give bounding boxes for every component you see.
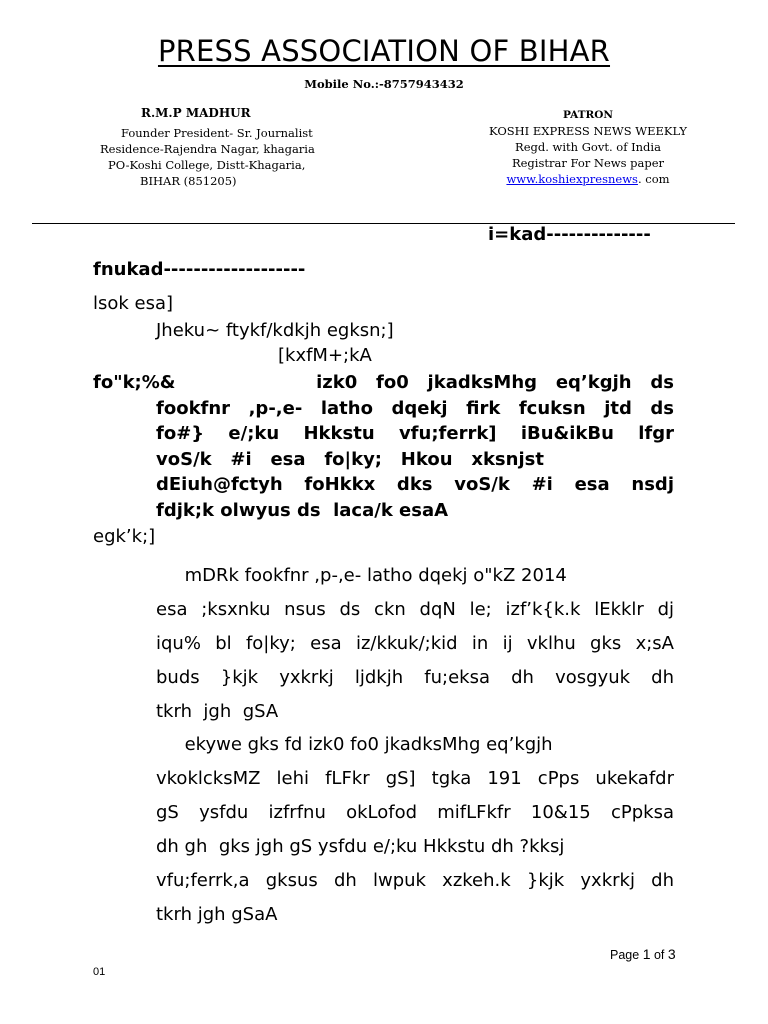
page-prefix: Page [610, 948, 640, 962]
subject-line: dEiuh@fctyh foHkkx dks voS/k #i esa nsdj [156, 474, 674, 496]
founder-state: BIHAR (851205) [140, 174, 237, 188]
addressee-place: [kxfM+;kA [278, 345, 372, 366]
patron-publication: KOSHI EXPRESS NEWS WEEKLY [489, 124, 687, 138]
patron-website [486, 171, 690, 187]
founder-post-office: PO-Koshi College, Distt-Khagaria, [108, 158, 306, 172]
founder-title: Founder President- Sr. Journalist [121, 126, 313, 140]
subject-line: fookfnr ,p-,e- latho dqekj firk fcuksn jtd ds [156, 397, 674, 419]
reference-number: i=kad-------------- [488, 224, 651, 245]
founder-name: R.M.P MADHUR [141, 106, 251, 120]
addressee: Jheku~ ftykf/kdkjh egksn;] [156, 320, 394, 341]
founder-block [96, 105, 316, 189]
paragraph-line: mDRk fookfnr ,p-,e- latho dqekj o"kZ 2014 [156, 565, 567, 586]
paragraph-line: tkrh jgh gSaA [156, 904, 278, 925]
greeting: egk’k;] [93, 526, 156, 547]
patron-block [486, 107, 690, 187]
subject-line: fdjk;k olwyus ds laca/k esaA [156, 500, 449, 521]
paragraph-line: esa ;ksxnku nsus ds ckn dqN le; izf’k{k.k lEkklr dj [156, 599, 674, 620]
paragraph-line: vfu;ferrk,a gksus dh lwpuk xzkeh.k }kjk yxkrkj dh [156, 870, 674, 891]
page-of: of [653, 948, 665, 962]
page-current: 1 [642, 946, 651, 962]
page-total: 3 [667, 946, 676, 962]
paragraph-line: vkoklcksMZ lehi fLFkr gS] tgka 191 cPps ukekafdr [156, 768, 674, 789]
subject-line: izk0 fo0 jkadksMhg eq’kgjh ds [316, 372, 674, 393]
website-link[interactable]: www.koshiexpresnews [506, 172, 638, 186]
website-suffix: . com [637, 172, 670, 186]
paragraph-line: buds }kjk yxkrkj ljdkjh fu;eksa dh vosgyuk dh [156, 667, 674, 688]
page-title: PRESS ASSOCIATION OF BIHAR [157, 34, 611, 68]
patron-registration: Regd. with Govt. of India [515, 140, 661, 154]
paragraph-line: tkrh jgh gSA [156, 701, 279, 722]
subject-line: voS/k #i esa fo|ky; Hkou xksnjst [156, 448, 544, 470]
page-indicator [610, 946, 676, 962]
subject-line: fo#} e/;ku Hkkstu vfu;ferrk] iBu&ikBu lfgr [156, 423, 674, 445]
paragraph-line: gS ysfdu izfrfnu okLofod mifLFkfr 10&15 cPpksa [156, 802, 674, 823]
paragraph-1 [156, 559, 674, 729]
document-number: 01 [93, 966, 106, 978]
letter-date: fnukad------------------- [93, 259, 306, 280]
paragraph-line: iqu% bl fo|ky; esa iz/kkuk/;kid in ij vklhu gks x;sA [156, 633, 674, 654]
salutation-to: lsok esa] [93, 293, 174, 314]
subject-label: fo"k;%& [93, 372, 176, 393]
paragraph-line: ekywe gks fd izk0 fo0 jkadksMhg eq’kgjh [156, 734, 553, 755]
paragraph-line: dh gh gks jgh gS ysfdu e/;ku Hkkstu dh ?kksj [156, 836, 565, 857]
patron-heading: PATRON [563, 109, 613, 121]
founder-residence: Residence-Rajendra Nagar, khagaria [100, 142, 315, 156]
paragraph-2 [156, 728, 674, 932]
mobile-number: Mobile No.:-8757943432 [304, 77, 464, 91]
patron-registrar: Registrar For News paper [511, 156, 665, 170]
